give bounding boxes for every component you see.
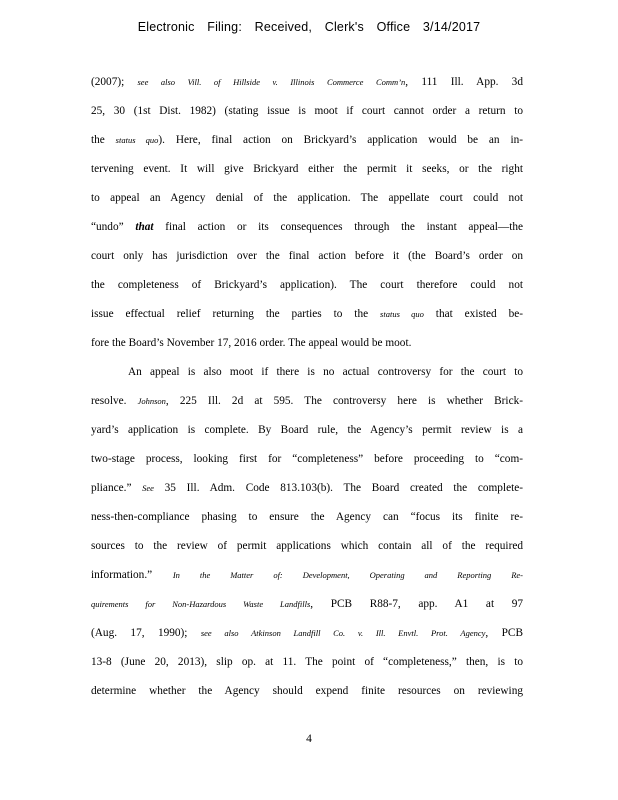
page-number: 4 bbox=[306, 733, 312, 745]
text-line bbox=[91, 482, 523, 494]
italic-citation: see also Vill. of Hillside v. Illinois Commerce Comm’n bbox=[137, 77, 406, 87]
text-line bbox=[91, 134, 523, 146]
text-line bbox=[91, 76, 523, 88]
text-line bbox=[91, 453, 523, 465]
text-segment: 35 Ill. Adm. Code 813.103(b). The Board created the complete- bbox=[153, 482, 523, 494]
text-segment: , PCB R88-7, app. A1 at 97 bbox=[310, 598, 523, 610]
text-line bbox=[91, 511, 523, 523]
text-segment: issue effectual relief returning the parties to the bbox=[91, 308, 381, 320]
text-segment: 13-8 (June 20, 2013), slip op. at 11. The point of “completeness,” then, is to bbox=[91, 656, 523, 668]
text-line bbox=[91, 569, 523, 581]
text-line bbox=[91, 424, 523, 436]
text-segment: that existed be- bbox=[423, 308, 524, 320]
text-line bbox=[91, 685, 523, 697]
italic-citation: quirements for Non-Hazardous Waste Landfills bbox=[91, 599, 311, 609]
text-line bbox=[91, 540, 523, 552]
italic-citation: Johnson bbox=[137, 396, 166, 406]
text-segment: (Aug. 17, 1990); bbox=[91, 627, 201, 639]
text-segment: pliance.” bbox=[91, 482, 143, 494]
text-line bbox=[91, 250, 523, 262]
text-segment: An appeal is also moot if there is no actual controversy for the court to bbox=[128, 366, 523, 378]
text-line bbox=[128, 366, 523, 378]
text-line bbox=[91, 395, 523, 407]
text-segment: yard’s application is complete. By Board rule, the Agency’s permit review is a bbox=[91, 424, 523, 436]
text-segment: the completeness of Brickyard’s application). The court therefore could not bbox=[91, 279, 523, 291]
text-line bbox=[91, 627, 523, 639]
text-line bbox=[91, 192, 523, 204]
italic-citation: See bbox=[142, 483, 154, 493]
text-segment: , 111 Ill. App. 3d bbox=[405, 76, 523, 88]
text-segment: , PCB bbox=[485, 627, 523, 639]
text-segment: two-stage process, looking first for “completeness” before proceeding to “com- bbox=[91, 453, 523, 465]
text-segment: “undo” bbox=[91, 221, 136, 233]
text-segment: sources to the review of permit applications which contain all of the required bbox=[91, 540, 523, 552]
emphasis-text: that bbox=[135, 221, 154, 233]
text-segment: fore the Board’s November 17, 2016 order. The appeal would be moot. bbox=[91, 337, 412, 349]
text-line bbox=[91, 163, 523, 175]
text-line bbox=[91, 105, 523, 117]
italic-citation: see also Atkinson Landfill Co. v. Ill. Envtl. Prot. Agency bbox=[200, 628, 486, 638]
text-line bbox=[91, 337, 523, 349]
text-segment: resolve. bbox=[91, 395, 138, 407]
text-line bbox=[91, 279, 523, 291]
text-segment: court only has jurisdiction over the final action before it (the Board’s order on bbox=[91, 250, 523, 262]
text-segment: final action or its consequences through the instant appeal—the bbox=[153, 221, 523, 233]
text-segment: ). Here, final action on Brickyard’s application would be an in- bbox=[158, 134, 523, 146]
text-line bbox=[91, 308, 523, 320]
text-line bbox=[91, 598, 523, 610]
text-segment: , 225 Ill. 2d at 595. The controversy here is whether Brick- bbox=[165, 395, 523, 407]
text-segment: (2007); bbox=[91, 76, 138, 88]
text-segment: information.” bbox=[91, 569, 173, 581]
filing-header: Electronic Filing: Received, Clerk's Office 3/14/2017 bbox=[137, 20, 481, 34]
text-line bbox=[91, 221, 523, 233]
italic-citation: In the Matter of: Development, Operating and Reporting Re- bbox=[172, 570, 524, 580]
text-segment: 25, 30 (1st Dist. 1982) (stating issue is moot if court cannot order a return to bbox=[91, 105, 523, 117]
text-segment: determine whether the Agency should expend finite resources on reviewing bbox=[91, 685, 523, 697]
italic-citation: status quo bbox=[380, 309, 424, 319]
text-segment: the bbox=[91, 134, 116, 146]
italic-citation: status quo bbox=[115, 135, 159, 145]
text-line bbox=[91, 656, 523, 668]
text-segment: ness-then-compliance phasing to ensure the Agency can “focus its finite re- bbox=[91, 511, 523, 523]
text-segment: tervening event. It will give Brickyard either the permit it seeks, or the right bbox=[91, 163, 523, 175]
text-segment: to appeal an Agency denial of the application. The appellate court could not bbox=[91, 192, 523, 204]
